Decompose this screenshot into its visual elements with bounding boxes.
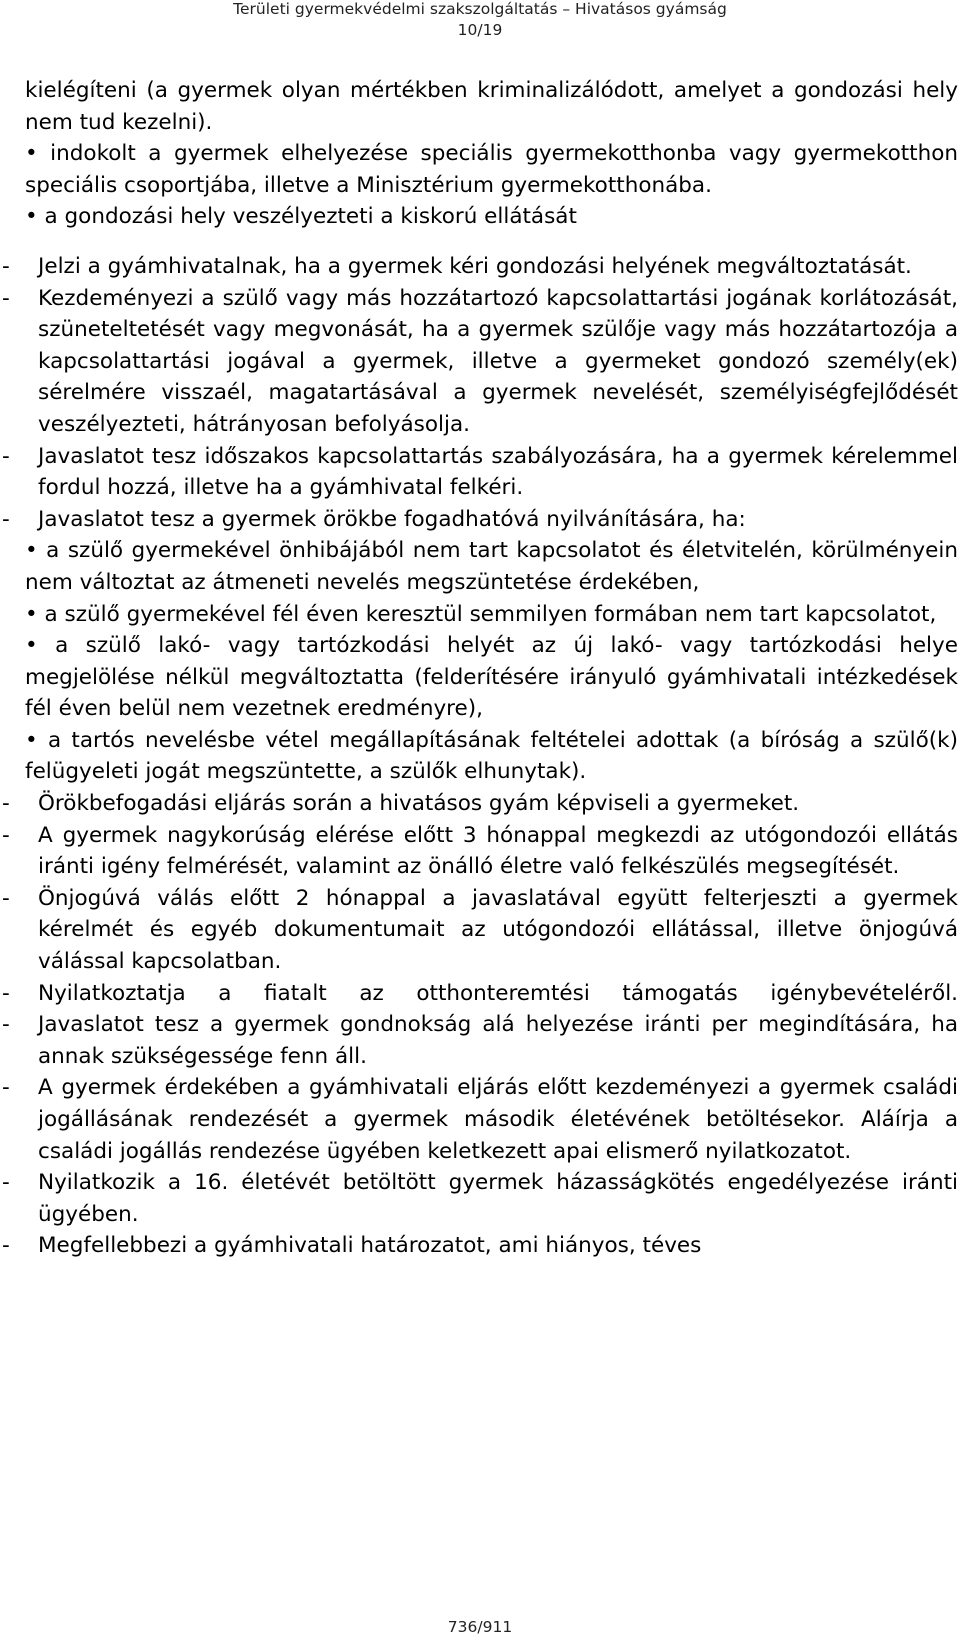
bullet-item-care-endangers: • a gondozási hely veszélyezteti a kiskorú ellátását — [25, 204, 577, 230]
bullet-item-special-home: • indokolt a gyermek elhelyezése speciális gyermekotthonba vagy gyermekotthon speciális csoportjába, illetve a Minisztérium gyermekotthonába. — [25, 141, 958, 198]
dash-item-family-status — [2, 1072, 958, 1167]
dash-marker: - — [2, 1075, 10, 1101]
bullet-item-no-contact-fault: • a szülő gyermekével önhibájából nem tart kapcsolatot és életvitelén, körülményein nem változtat az átmeneti nevelés megszüntetése érdekében, — [25, 538, 958, 595]
dash-item-aftercare-assessment — [2, 820, 958, 883]
dash-item-text: Javaslatot tesz a gyermek örökbe fogadhatóvá nyilvánítására, ha: — [38, 506, 746, 532]
dash-item-text: Örökbefogadási eljárás során a hivatásos gyám képviseli a gyermeket. — [38, 791, 800, 817]
dash-marker: - — [2, 285, 10, 311]
dash-item-adoption-proposal — [2, 504, 958, 536]
dash-item-text: Nyilatkoztatja a fiatalt az otthonteremtési támogatás igénybevételéről. — [38, 980, 958, 1006]
document-body — [2, 75, 958, 1262]
dash-item-text: Önjogúvá válás előtt 2 hónappal a javaslatával együtt felterjeszti a gyermek kérelmét és egyéb dokumentumait az utógondozói ellátással, illetve önjogúvá válással kapcsolatban. — [38, 885, 958, 975]
dash-item-adoption-representation — [2, 788, 958, 820]
dash-item-signal-change — [2, 251, 958, 283]
dash-item-housing-support — [2, 978, 958, 1010]
dash-marker: - — [2, 253, 10, 279]
dash-marker: - — [2, 506, 10, 532]
dash-marker: - — [2, 885, 10, 911]
dash-item-text: Kezdeményezi a szülő vagy más hozzátartozó kapcsolattartási jogának korlátozását, szüneteltetését vagy megvonását, ha a gyermek szülője vagy más hozzátartozója a kapcsolattartási jogával a gyermek, illetve a gyermeket gondozó személy(ek) sérelmére visszaél, magatartásával a gyermek nevelését, személyiségfejlődését veszélyezteti, hátrányosan befolyásolja. — [38, 285, 958, 437]
dash-marker: - — [2, 1233, 10, 1259]
dash-item-periodic-contact — [2, 441, 958, 504]
dash-item-text: Megfellebbezi a gyámhivatali határozatot, ami hiányos, téves — [38, 1233, 702, 1259]
page-footer-counter: 736/911 — [447, 1618, 513, 1636]
dash-item-text: Javaslatot tesz a gyermek gondnokság alá helyezése iránti per megindítására, ha annak szükségessége fenn áll. — [38, 1012, 958, 1069]
dash-item-guardianship-lawsuit — [2, 1009, 958, 1072]
paragraph-continuation: kielégíteni (a gyermek olyan mértékben kriminalizálódott, amelyet a gondozási hely nem tud kezelni). — [25, 78, 958, 135]
dash-item-appeal — [2, 1230, 958, 1262]
dash-marker: - — [2, 1170, 10, 1196]
bullet-item-address-changed: • a szülő lakó- vagy tartózkodási helyét az új lakó- vagy tartózkodási helye megjelölése nélkül megváltoztatta (felderítésére irányuló gyámhivatali intézkedések fél éven belül nem vezetnek eredményre), — [25, 633, 958, 722]
dash-marker: - — [2, 1012, 10, 1038]
dash-marker: - — [2, 443, 10, 469]
dash-marker: - — [2, 791, 10, 817]
dash-marker: - — [2, 822, 10, 848]
dash-item-marriage-permission — [2, 1167, 958, 1230]
dash-marker: - — [2, 980, 10, 1006]
running-header-title: Területi gyermekvédelmi szakszolgáltatás – Hivatásos gyámság — [233, 0, 727, 18]
dash-item-text: Nyilatkozik a 16. életévét betöltött gyermek házasságkötés engedélyezése iránti ügyében. — [38, 1170, 958, 1227]
dash-item-text: A gyermek érdekében a gyámhivatali eljárás előtt kezdeményezi a gyermek családi jogállásának rendezését a gyermek második életévének betöltésekor. Aláírja a családi jogállás rendezése ügyében keletkezett apai elismerő nyilatkozatot. — [38, 1075, 958, 1164]
running-header-page-number: 10/19 — [457, 21, 503, 39]
bullet-item-permanent-care: • a tartós nevelésbe vétel megállapításának feltételei adottak (a bíróság a szülő(k) felügyeleti jogát megszüntette, a szülők elhunytak). — [25, 727, 958, 785]
dash-item-emancipation — [2, 883, 958, 978]
dash-item-text: Jelzi a gyámhivatalnak, ha a gyermek kéri gondozási helyének megváltoztatását. — [38, 253, 912, 279]
dash-item-text: A gyermek nagykorúság elérése előtt 3 hónappal megkezdi az utógondozói ellátás iránti igény felmérését, valamint az önálló életre való felkészülés megsegítését. — [38, 822, 958, 880]
dash-item-text: Javaslatot tesz időszakos kapcsolattartás szabályozására, ha a gyermek kérelemmel fordul hozzá, illetve ha a gyámhivatal felkéri. — [38, 443, 958, 501]
bullet-item-no-contact-half-year: • a szülő gyermekével fél éven keresztül semmilyen formában nem tart kapcsolatot, — [25, 601, 937, 627]
dash-item-restrict-contact — [2, 283, 958, 441]
